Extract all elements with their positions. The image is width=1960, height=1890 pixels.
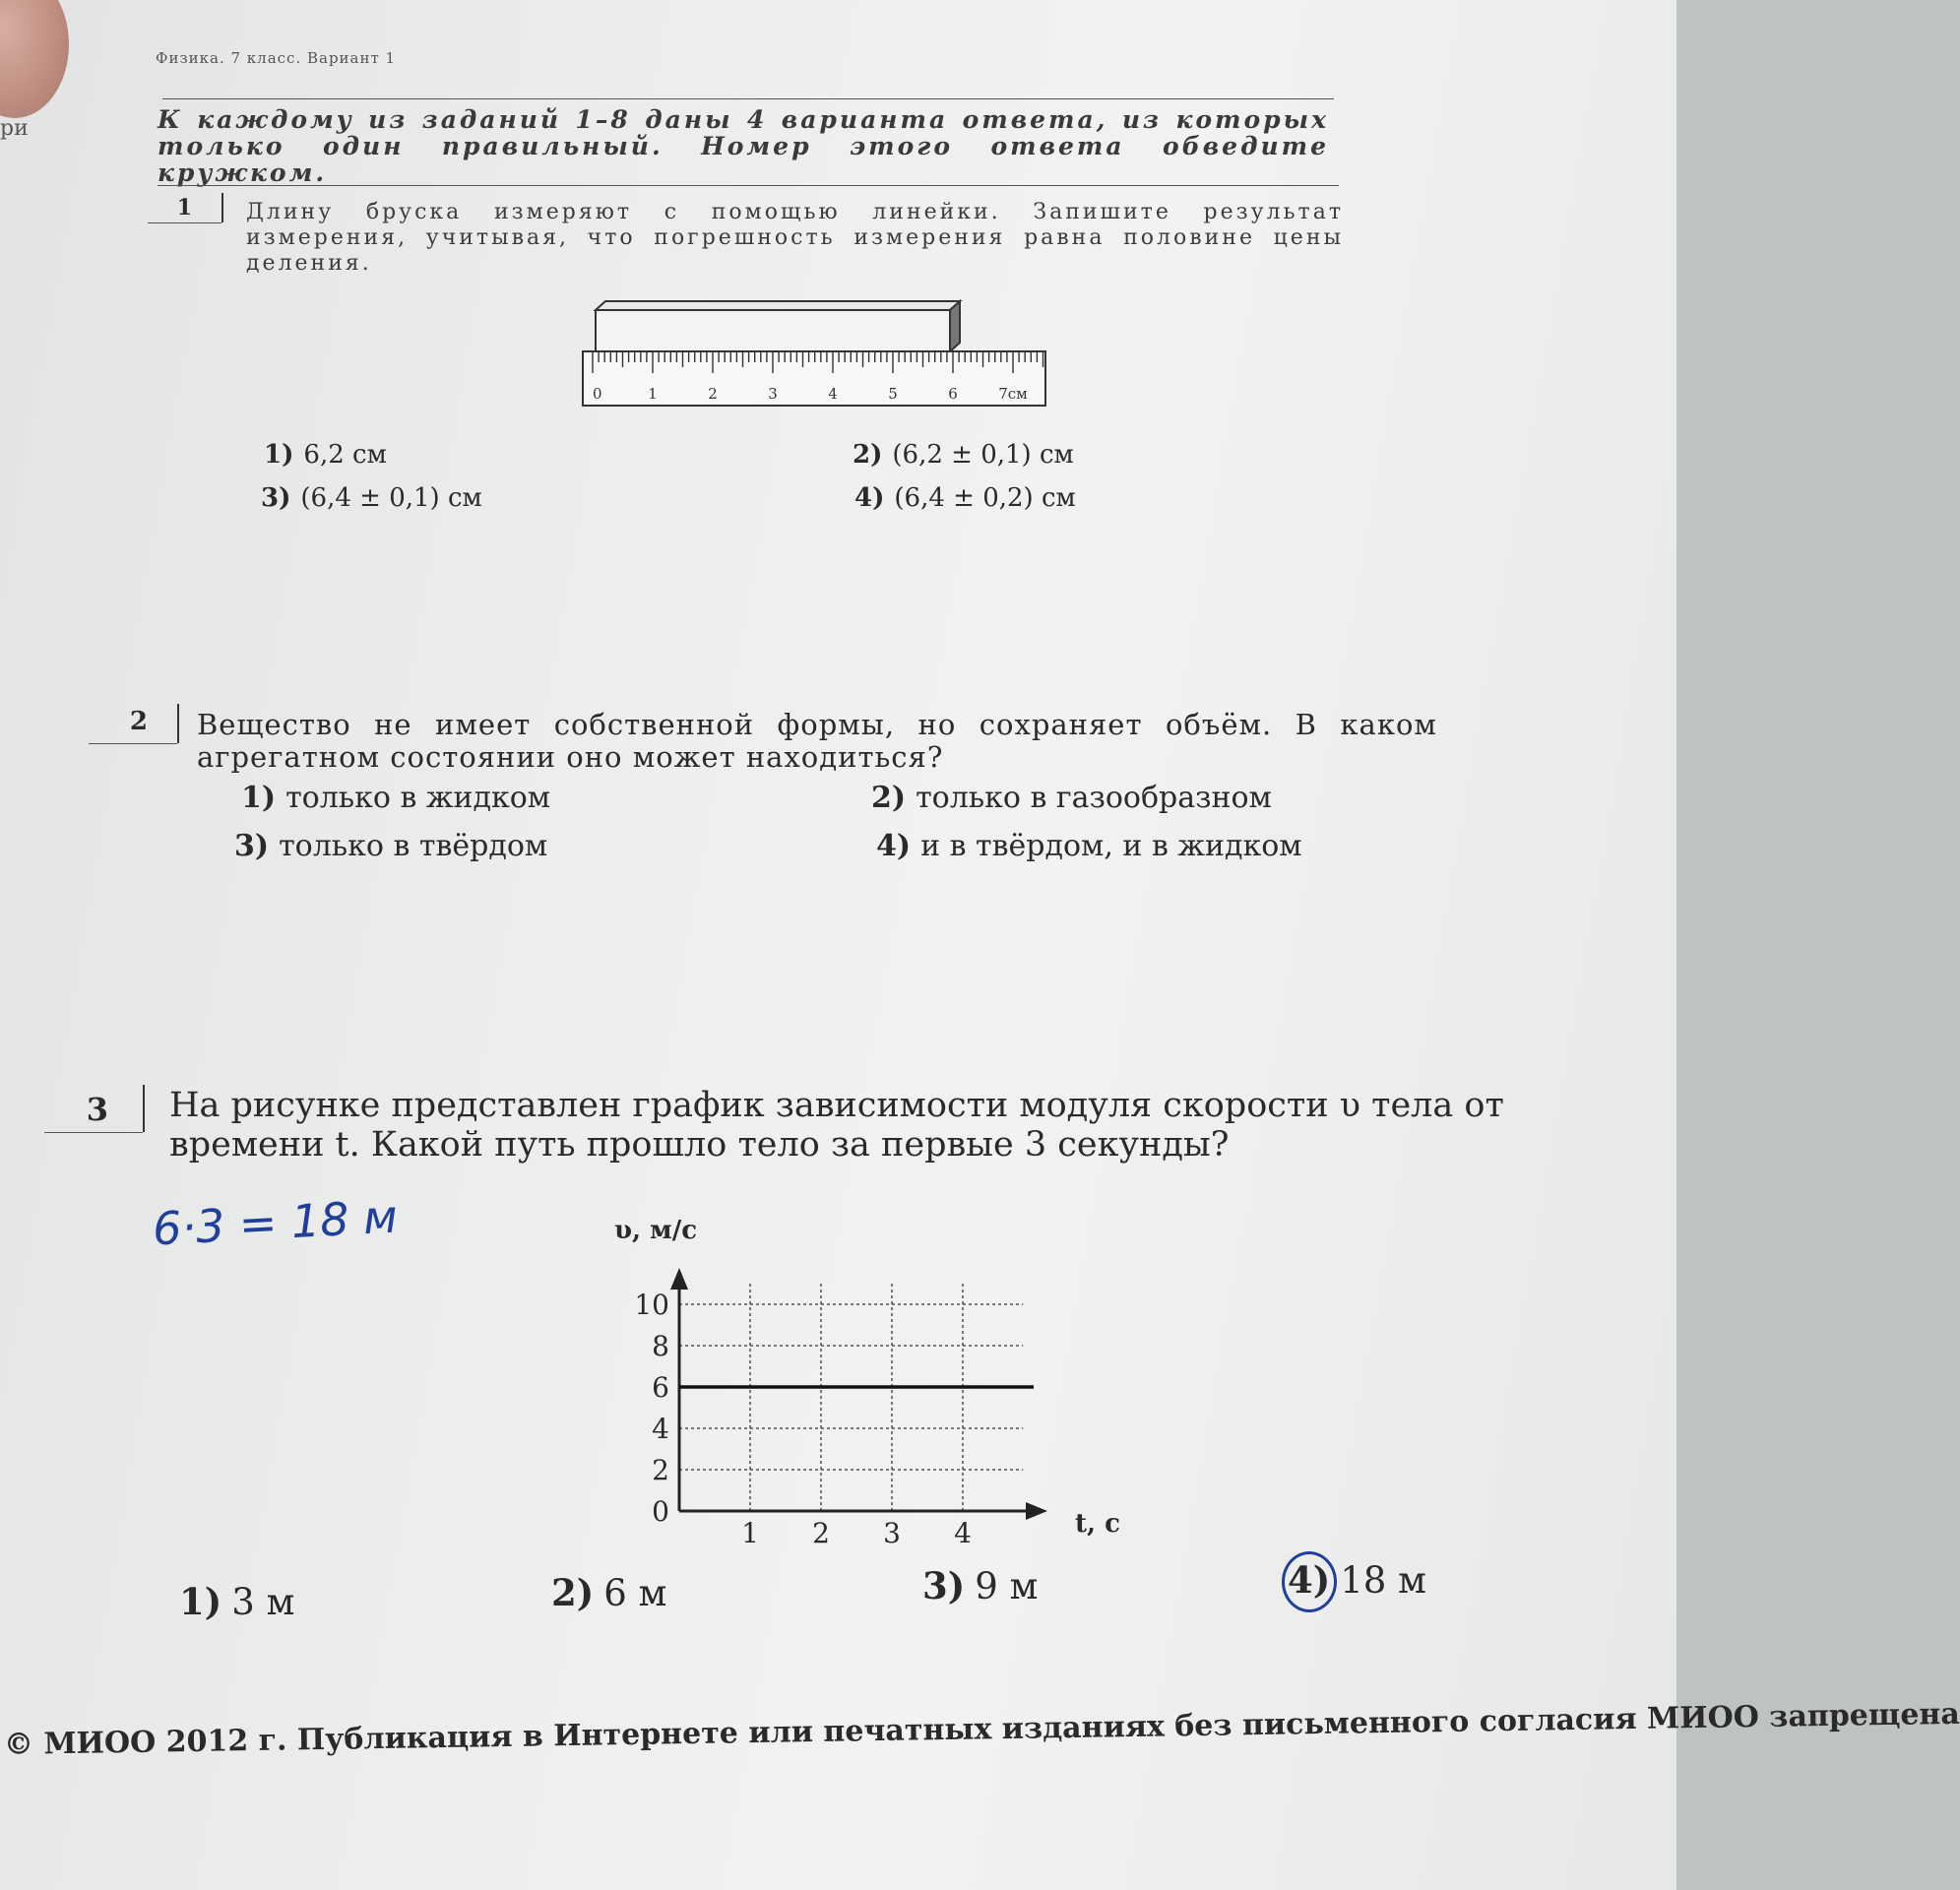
instructions — [158, 106, 1329, 186]
instructions-line-3: кружком. — [158, 158, 328, 187]
ruler-label: 2 — [708, 385, 718, 403]
question-3-number: 3 — [86, 1091, 108, 1128]
q3-option-3[interactable] — [922, 1564, 1038, 1607]
y-axis-label: υ, м/с — [614, 1216, 698, 1245]
q2-option-4[interactable] — [876, 829, 1302, 863]
chart-axes — [670, 1268, 1047, 1520]
x-tick-label: 3 — [883, 1517, 901, 1549]
q2-option-4-text: и в твёрдом, и в жидком — [920, 829, 1302, 863]
q2-option-2-text: только в газообразном — [916, 781, 1272, 815]
q1-option-3-text: (6,4 ± 0,1) см — [300, 483, 482, 513]
q1-option-4-number: 4) — [854, 483, 885, 513]
question-3-answer-line — [44, 1132, 143, 1133]
instructions-line-1: К каждому из заданий 1–8 даны 4 варианта ответа, из которых — [158, 105, 1329, 134]
q1-option-1-text: 6,2 см — [303, 440, 387, 470]
page-header: Физика. 7 класс. Вариант 1 — [156, 49, 397, 67]
question-1-number: 1 — [176, 195, 192, 220]
y-tick-label: 4 — [652, 1413, 669, 1445]
q1-option-2-text: (6,2 ± 0,1) см — [892, 440, 1074, 470]
ruler-label: 5 — [888, 385, 898, 403]
q2-option-1-number: 1) — [241, 781, 277, 815]
q3-option-4-text: 18 м — [1340, 1559, 1426, 1602]
x-tick-label: 4 — [954, 1517, 972, 1549]
q1-option-4-text: (6,4 ± 0,2) см — [894, 483, 1076, 513]
ruler-label: 7см — [998, 385, 1028, 403]
instructions-rule — [158, 185, 1339, 186]
header-rule — [162, 98, 1334, 99]
q3-option-4-number: 4) — [1288, 1558, 1331, 1602]
q2-option-1-text: только в жидком — [285, 781, 551, 815]
q3-option-1-text: 3 м — [231, 1581, 295, 1623]
answer-circle-mark — [1282, 1551, 1337, 1612]
y-tick-label: 0 — [652, 1495, 669, 1528]
q3-option-1[interactable] — [179, 1580, 294, 1623]
question-1-text: Длину бруска измеряют с помощью линейки. Запишите результат измерения, учитывая, что погрешность измерения равна половине цены деления. — [246, 200, 1344, 276]
q1-option-1-number: 1) — [264, 440, 294, 470]
question-1-answer-line — [148, 222, 221, 223]
question-3-text: На рисунке представлен график зависимости модуля скорости υ тела от времени t. Какой путь прошло тело за первые 3 секунды? — [169, 1086, 1504, 1165]
q3-option-3-text: 9 м — [975, 1565, 1039, 1607]
x-axis-arrow — [1026, 1502, 1047, 1520]
ruler-label: 3 — [768, 385, 778, 403]
q3-option-2-number: 2) — [551, 1571, 595, 1614]
finger-shadow — [0, 0, 69, 118]
q2-option-2-number: 2) — [871, 781, 907, 815]
question-1-bar — [221, 193, 223, 222]
bar-top-face — [596, 301, 960, 310]
x-axis-label: t, с — [1075, 1509, 1120, 1539]
question-2-number: 2 — [129, 707, 148, 736]
instructions-line-2: только один правильный. Номер этого ответа обведите — [158, 132, 1329, 160]
q2-option-2[interactable] — [871, 781, 1272, 815]
margin-fragment: ри — [0, 116, 29, 141]
q2-option-3-number: 3) — [234, 829, 270, 863]
y-tick-label: 10 — [634, 1289, 669, 1321]
bar-end-face — [950, 301, 960, 351]
q3-option-2-text: 6 м — [603, 1572, 667, 1614]
ruler-label: 4 — [828, 385, 838, 403]
copyright-footer: © МИОО 2012 г. Публикация в Интернете или печатных изданиях без письменного согласия МИОО запрещена — [3, 1696, 1960, 1762]
q3-option-3-number: 3) — [922, 1564, 966, 1607]
ruler-label: 1 — [648, 385, 658, 403]
q2-option-1[interactable] — [241, 781, 550, 815]
x-tick-label: 2 — [812, 1517, 830, 1549]
q1-option-2[interactable] — [853, 440, 1074, 470]
q3-option-1-number: 1) — [179, 1580, 222, 1623]
y-axis-arrow — [670, 1268, 688, 1290]
q1-option-4[interactable] — [854, 483, 1076, 513]
ruler-label: 0 — [593, 385, 602, 403]
q1-option-3[interactable] — [261, 483, 482, 513]
wooden-bar — [596, 310, 950, 351]
question-2-bar — [177, 704, 179, 743]
q1-option-2-number: 2) — [853, 440, 883, 470]
q1-option-1[interactable] — [264, 440, 387, 470]
y-tick-label: 8 — [652, 1330, 669, 1362]
q1-option-3-number: 3) — [261, 483, 291, 513]
y-tick-label: 6 — [652, 1371, 669, 1404]
q3-option-2[interactable] — [551, 1571, 666, 1614]
y-tick-label: 2 — [652, 1454, 669, 1486]
ruler-label: 6 — [948, 385, 958, 403]
x-tick-label: 1 — [741, 1517, 759, 1549]
question-2-text: Вещество не имеет собственной формы, но сохраняет объём. В каком агрегатном состоянии оно может находиться? — [197, 708, 1437, 774]
question-3-bar — [143, 1085, 145, 1132]
q2-option-4-number: 4) — [876, 829, 912, 863]
q2-option-3-text: только в твёрдом — [279, 829, 548, 863]
ruler-figure — [581, 295, 1048, 413]
velocity-time-chart — [591, 1211, 1142, 1549]
chart-grid — [679, 1284, 1023, 1511]
q2-option-3[interactable] — [234, 829, 547, 863]
question-2-answer-line — [89, 743, 177, 744]
handwritten-answer: 6·3 = 18 м — [151, 1189, 400, 1256]
